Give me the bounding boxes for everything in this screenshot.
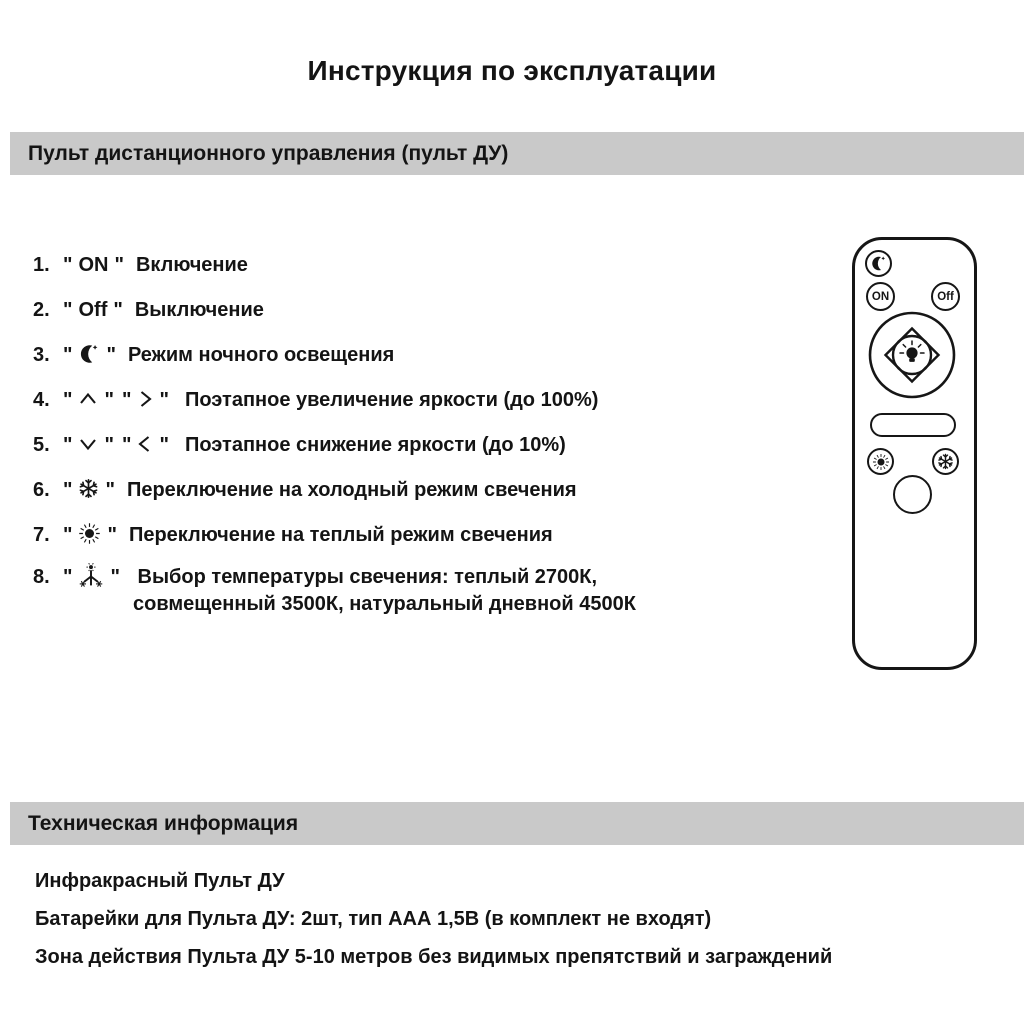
- moon-icon: [78, 343, 100, 365]
- warm-mode-button: [867, 448, 894, 475]
- section-header-tech: [10, 802, 1024, 845]
- on-button: [866, 282, 895, 311]
- quote-mark: ": [121, 389, 132, 411]
- instruction-list: [33, 243, 833, 618]
- night-mode-button: [865, 250, 892, 277]
- item-text: Поэтапное снижение яркости (до 10%): [184, 434, 566, 456]
- remote-control-illustration: [852, 237, 977, 670]
- chevron-down-icon: [78, 435, 98, 453]
- tech-info-line: Зона действия Пульта ДУ 5-10 метров без видимых препятствий и заграждений: [35, 946, 833, 968]
- page-title: Инструкция по эксплуатации: [307, 55, 717, 86]
- instruction-item-5: [33, 423, 833, 468]
- cold-mode-button: [932, 448, 959, 475]
- quote-mark: ": [107, 524, 117, 546]
- item-number: 6.: [33, 479, 50, 501]
- item-label: Off: [78, 299, 108, 321]
- chevron-left-icon: [137, 434, 153, 454]
- quote-mark: ": [105, 479, 115, 501]
- instruction-item-6: [33, 468, 833, 513]
- instruction-item-2: [33, 288, 833, 333]
- moon-icon: [870, 255, 887, 272]
- instruction-item-7: [33, 513, 833, 558]
- chevron-up-icon: [78, 390, 98, 408]
- item-text: Выключение: [134, 299, 264, 321]
- item-number: 3.: [33, 344, 50, 366]
- quote-mark: ": [104, 389, 114, 411]
- item-text: Выбор температуры свечения: теплый 2700К,: [137, 566, 598, 588]
- item-number: 1.: [33, 254, 50, 276]
- quote-mark: ": [159, 389, 169, 411]
- quote-mark: ": [63, 299, 73, 321]
- dpad-control: [867, 310, 957, 400]
- tech-info-line: Инфракрасный Пульт ДУ: [35, 870, 285, 892]
- quote-mark: ": [63, 254, 73, 276]
- pill-button: [870, 413, 956, 437]
- quote-mark: ": [110, 566, 120, 588]
- item-text: Режим ночного освещения: [127, 344, 395, 366]
- item-number: 4.: [33, 389, 50, 411]
- quote-mark: ": [63, 524, 73, 546]
- quote-mark: ": [114, 254, 124, 276]
- item-number: 8.: [33, 566, 50, 588]
- off-button: [931, 282, 960, 311]
- snowflake-icon: [937, 453, 954, 470]
- item-text-line2: совмещенный 3500К, натуральный дневной 4500К: [133, 593, 636, 615]
- quote-mark: ": [63, 566, 73, 588]
- tech-info: [35, 862, 832, 976]
- off-button-label: Off: [937, 290, 954, 303]
- instruction-item-4: [33, 378, 833, 423]
- bulb-icon: [900, 341, 924, 362]
- quote-mark: ": [63, 434, 73, 456]
- temperature-cycle-button: [893, 475, 932, 514]
- section-header-remote-label: Пульт дистанционного управления (пульт ДУ): [28, 141, 509, 165]
- instruction-item-3: [33, 333, 833, 378]
- item-text: Переключение на холодный режим свечения: [126, 479, 577, 501]
- temperature-select-icon: [78, 563, 104, 589]
- item-text: Поэтапное увеличение яркости (до 100%): [184, 389, 599, 411]
- quote-mark: ": [106, 344, 116, 366]
- sun-icon: [872, 453, 890, 471]
- chevron-right-icon: [137, 389, 153, 409]
- item-body: [59, 564, 636, 618]
- quote-mark: ": [113, 299, 123, 321]
- instruction-item-1: [33, 243, 833, 288]
- instruction-item-8: [33, 558, 833, 618]
- tech-info-line: Батарейки для Пульта ДУ: 2шт, тип ААА 1,5В (в комплект не входят): [35, 908, 712, 930]
- snowflake-icon: [78, 478, 99, 499]
- sun-icon: [78, 522, 101, 545]
- quote-mark: ": [63, 389, 73, 411]
- item-text: Переключение на теплый режим свечения: [128, 524, 553, 546]
- item-number: 7.: [33, 524, 50, 546]
- quote-mark: ": [159, 434, 169, 456]
- quote-mark: ": [63, 344, 73, 366]
- item-label: ON: [78, 254, 109, 276]
- quote-mark: ": [104, 434, 114, 456]
- section-header-remote: [10, 132, 1024, 175]
- quote-mark: ": [121, 434, 132, 456]
- on-button-label: ON: [871, 290, 890, 303]
- quote-mark: ": [63, 479, 73, 501]
- item-number: 2.: [33, 299, 50, 321]
- section-header-tech-label: Техническая информация: [28, 811, 299, 835]
- item-text: Включение: [135, 254, 248, 276]
- item-number: 5.: [33, 434, 50, 456]
